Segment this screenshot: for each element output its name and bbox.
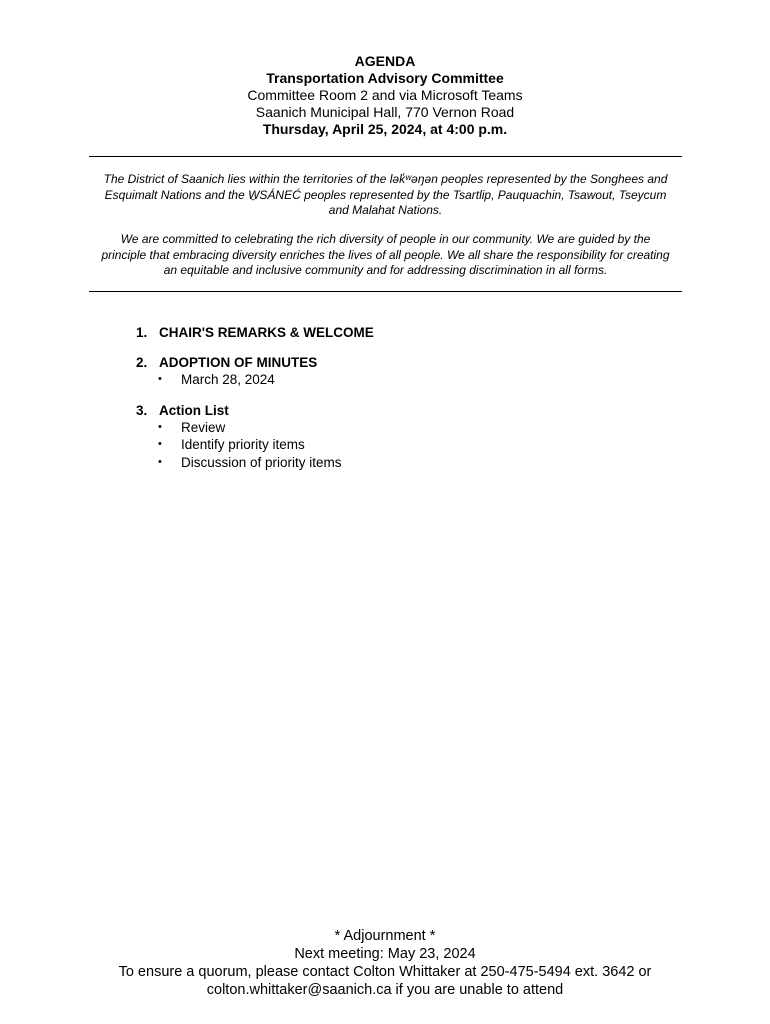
agenda-item <box>136 324 696 341</box>
agenda-subitem-list <box>136 419 696 472</box>
meeting-date-time: Thursday, April 25, 2024, at 4:00 p.m. <box>262 121 508 137</box>
committee-name: Transportation Advisory Committee <box>266 70 504 86</box>
agenda-subitem <box>136 454 696 472</box>
next-meeting: Next meeting: May 23, 2024 <box>294 946 476 962</box>
quorum-notice-line-2: colton.whittaker@saanich.ca if you are unable to attend <box>206 982 564 998</box>
bullet-icon: • <box>158 420 162 433</box>
agenda-item-number: 2. <box>136 355 148 370</box>
bullet-icon: • <box>158 455 162 468</box>
quorum-notice-line-1: To ensure a quorum, please contact Colton Whittaker at 250-475-5494 ext. 3642 or <box>118 964 652 980</box>
agenda-item-heading <box>136 402 696 419</box>
agenda-subitem-text: March 28, 2024 <box>181 372 275 387</box>
bullet-icon: • <box>158 438 162 450</box>
agenda-subitem-list <box>136 371 696 389</box>
agenda-item-title: CHAIR'S REMARKS & WELCOME <box>159 325 374 340</box>
adjournment: * Adjournment * <box>334 928 436 944</box>
top-divider <box>89 156 682 157</box>
agenda-item <box>136 402 696 472</box>
agenda-subitem-text: Discussion of priority items <box>181 454 342 470</box>
agenda-item-title: ADOPTION OF MINUTES <box>159 355 318 370</box>
agenda-subitem-text: Review <box>181 419 226 435</box>
agenda-item-title: Action List <box>159 402 229 418</box>
bottom-divider <box>89 291 682 292</box>
agenda-item <box>136 354 696 389</box>
agenda-subitem <box>136 419 696 437</box>
agenda-item-number: 1. <box>136 325 148 340</box>
territory-acknowledgement: The District of Saanich lies within the territories of the lək̓ʷəŋən peoples represented by the Songhees and Esquimalt Nations and the W̱SÁNEĆ peoples represented by the Tsartlip, Pauquachin, Tsawout, Tseycum and Malahat Nations. <box>103 172 668 217</box>
diversity-statement: We are committed to celebrating the rich diversity of people in our community. We are guided by the principle that embracing diversity enriches the lives of all people. We all share the responsibility for creating an equitable and inclusive community and for addressing discrimination in all forms. <box>101 232 670 277</box>
bullet-icon: • <box>158 373 162 385</box>
agenda-subitem <box>136 371 696 389</box>
agenda-subitem-text: Identify priority items <box>181 437 305 452</box>
agenda-item-heading <box>136 354 696 371</box>
agenda-item-heading <box>136 324 696 341</box>
agenda-header <box>0 53 770 138</box>
agenda-items <box>136 324 696 484</box>
agenda-footer <box>0 927 770 999</box>
agenda-subitem <box>136 436 696 454</box>
meeting-room: Committee Room 2 and via Microsoft Teams <box>247 87 523 103</box>
agenda-item-number: 3. <box>136 402 148 418</box>
meeting-venue: Saanich Municipal Hall, 770 Vernon Road <box>255 104 515 120</box>
agenda-label: AGENDA <box>354 53 416 69</box>
